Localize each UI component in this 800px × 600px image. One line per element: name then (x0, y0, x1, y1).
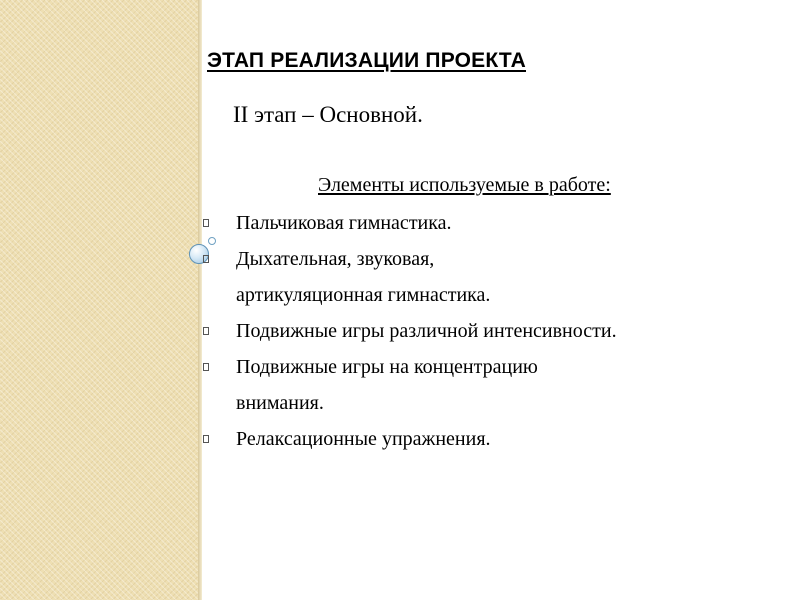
list-item-line: Подвижные игры различной интенсивности. (236, 320, 617, 342)
square-bullet-icon (203, 327, 209, 335)
list-item (200, 421, 617, 457)
square-bullet-icon (203, 435, 209, 443)
list-item-line: Пальчиковая гимнастика. (236, 212, 452, 234)
list-item-line: Релаксационные упражнения. (236, 428, 491, 450)
list-item (200, 349, 617, 421)
square-bullet-icon (203, 363, 209, 371)
bullet-list (200, 205, 617, 457)
slide-title: ЭТАП РЕАЛИЗАЦИИ ПРОЕКТА (207, 49, 526, 72)
list-item-line: Подвижные игры на концентрацию (236, 356, 538, 378)
list-item (200, 313, 617, 349)
decorative-side-band (0, 0, 198, 600)
list-item-line: Дыхательная, звуковая, (236, 248, 435, 270)
list-item (200, 241, 617, 313)
slide-subtitle: II этап – Основной. (233, 102, 423, 127)
square-bullet-icon (203, 219, 209, 227)
list-heading: Элементы используемые в работе: (318, 174, 611, 196)
list-item-line: внимания. (236, 392, 324, 414)
square-bullet-icon (203, 255, 209, 263)
list-item (200, 205, 617, 241)
list-item-line: артикуляционная гимнастика. (236, 284, 491, 306)
